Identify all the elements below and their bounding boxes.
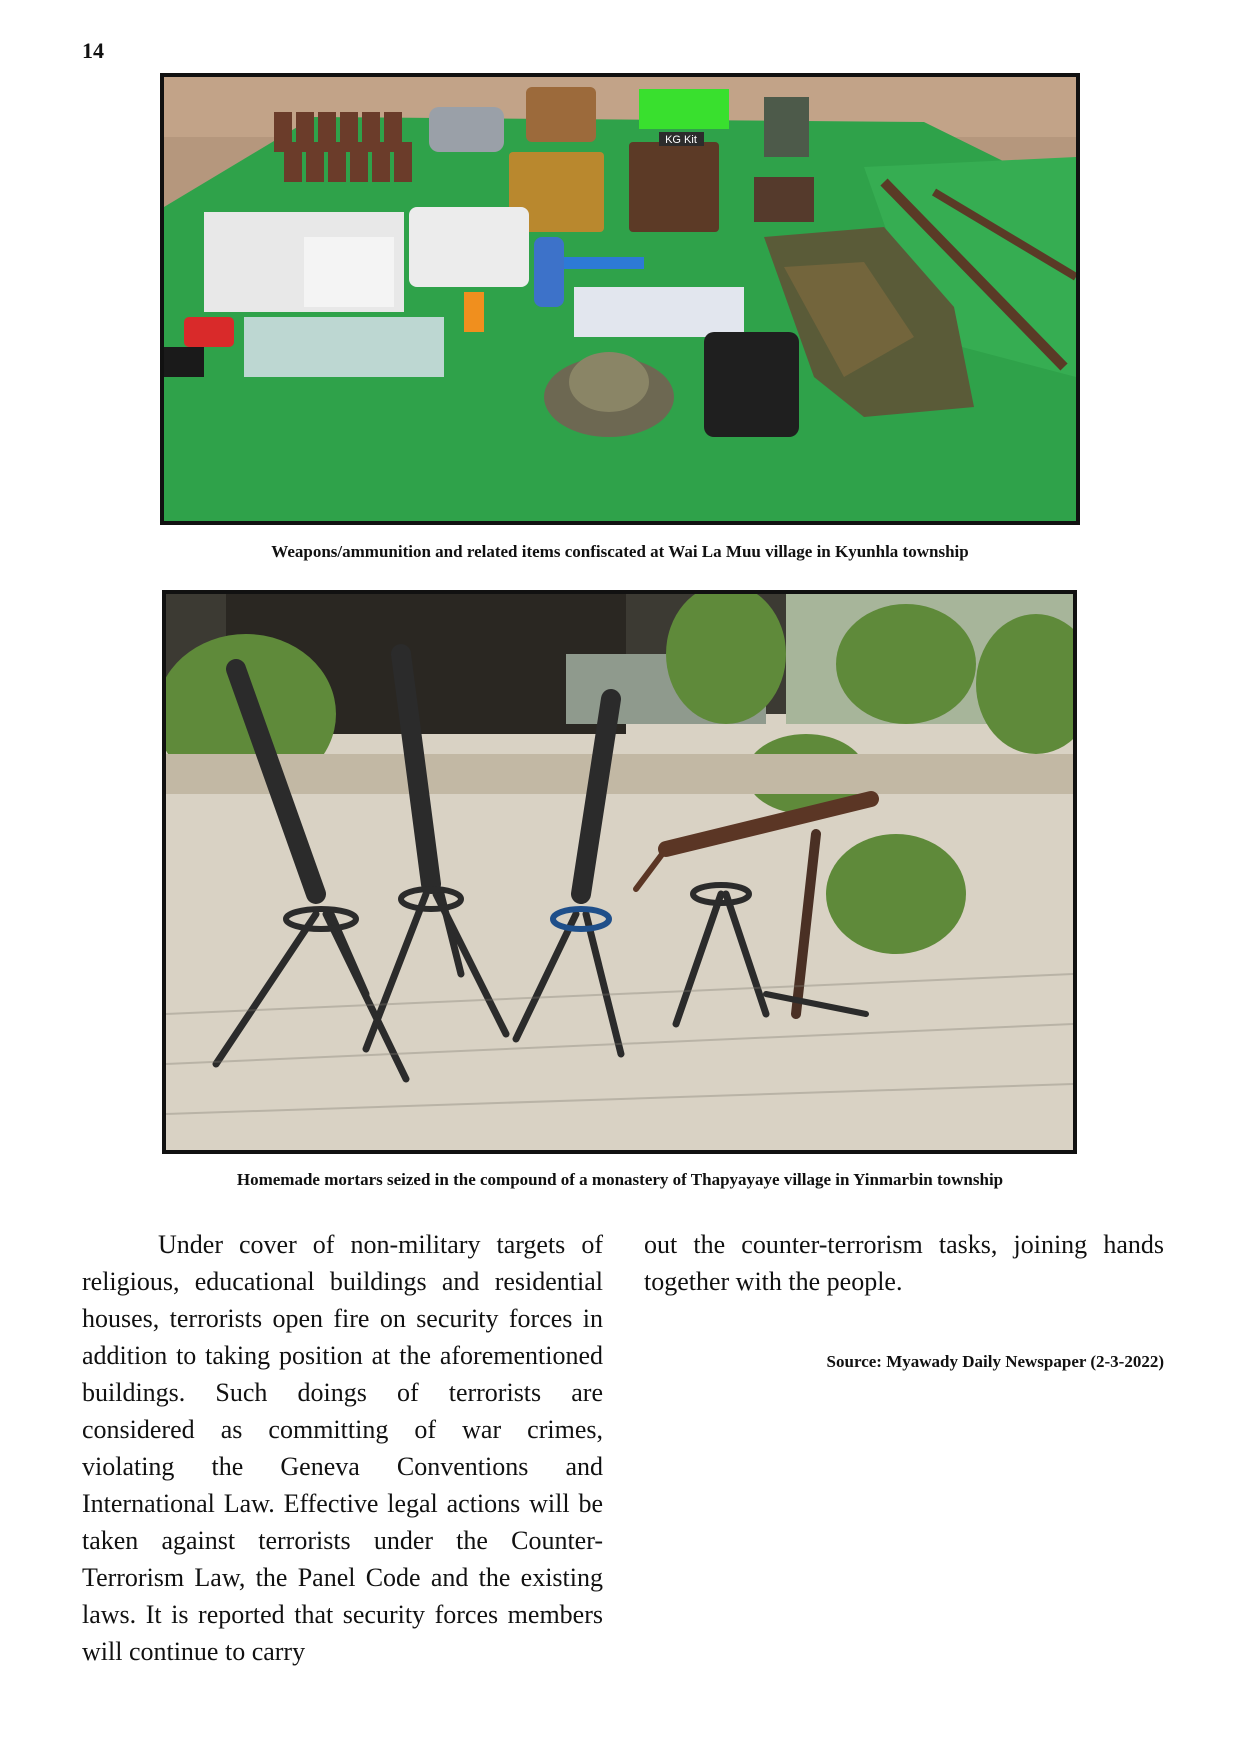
figure-caption-2: Homemade mortars seized in the compound of a monastery of Thapyayaye village in Yinmarbin township	[236, 1170, 1004, 1189]
page-number: 14	[82, 38, 104, 63]
source-credit: Source: Myawady Daily Newspaper (2-3-2022)	[826, 1352, 1164, 1371]
confiscated-items-photo	[160, 73, 1080, 525]
article-left-column: Under cover of non-military targets of religious, educational buildings and residential houses, terrorists open fire on security forces in addition to taking position at the aforementioned buildings. Such doings of terrorists are considered as committing of war crimes, violating the Geneva Conventions and International Law. Effective legal actions will be taken against terrorists under the Counter-Terrorism Law, the Panel Code and the existing laws. It is reported that security forces members will continue to carry	[82, 1230, 603, 1666]
figure-caption-1: Weapons/ammunition and related items confiscated at Wai La Muu village in Kyunhla township	[271, 542, 969, 561]
mortars-photo	[162, 590, 1077, 1154]
article-right-column: out the counter-terrorism tasks, joining hands together with the people.	[644, 1230, 1164, 1296]
kg-kit-label: KG Kit	[665, 134, 697, 146]
confiscated-items-image	[164, 77, 1076, 521]
mortars-image	[166, 594, 1073, 1150]
